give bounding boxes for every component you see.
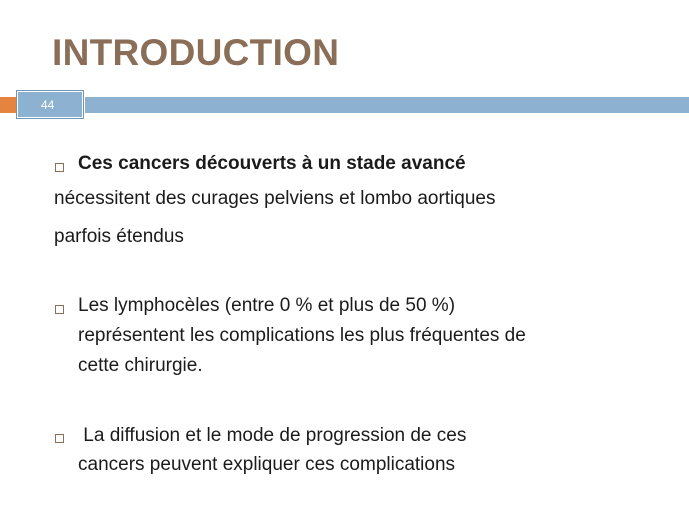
page-number-box (17, 91, 83, 118)
hollow-square-icon (55, 434, 64, 443)
accent-bar-blue (85, 97, 689, 113)
bullet-2-line-1: Les lymphocèles (entre 0 % et plus de 50 %) (78, 295, 456, 316)
page-number: 44 (41, 98, 55, 112)
bullet-3-line-1: La diffusion et le mode de progression de ces (78, 425, 467, 446)
bullet-1-lead: Ces cancers découverts à un stade avancé (78, 153, 466, 174)
bullet-2-line-2: représentent les complications les plus fréquentes de (78, 325, 526, 346)
accent-bar-orange (0, 97, 17, 113)
hollow-square-icon (55, 305, 64, 314)
bullet-1-line-1: nécessitent des curages pelviens et lombo aortiques (54, 188, 496, 209)
slide-title: INTRODUCTION (52, 32, 340, 73)
bullet-2-line-3: cette chirurgie. (78, 355, 203, 376)
bullet-1-line-2: parfois étendus (54, 226, 184, 247)
bullet-3-line-2: cancers peuvent expliquer ces complications (78, 454, 456, 475)
hollow-square-icon (55, 163, 64, 172)
